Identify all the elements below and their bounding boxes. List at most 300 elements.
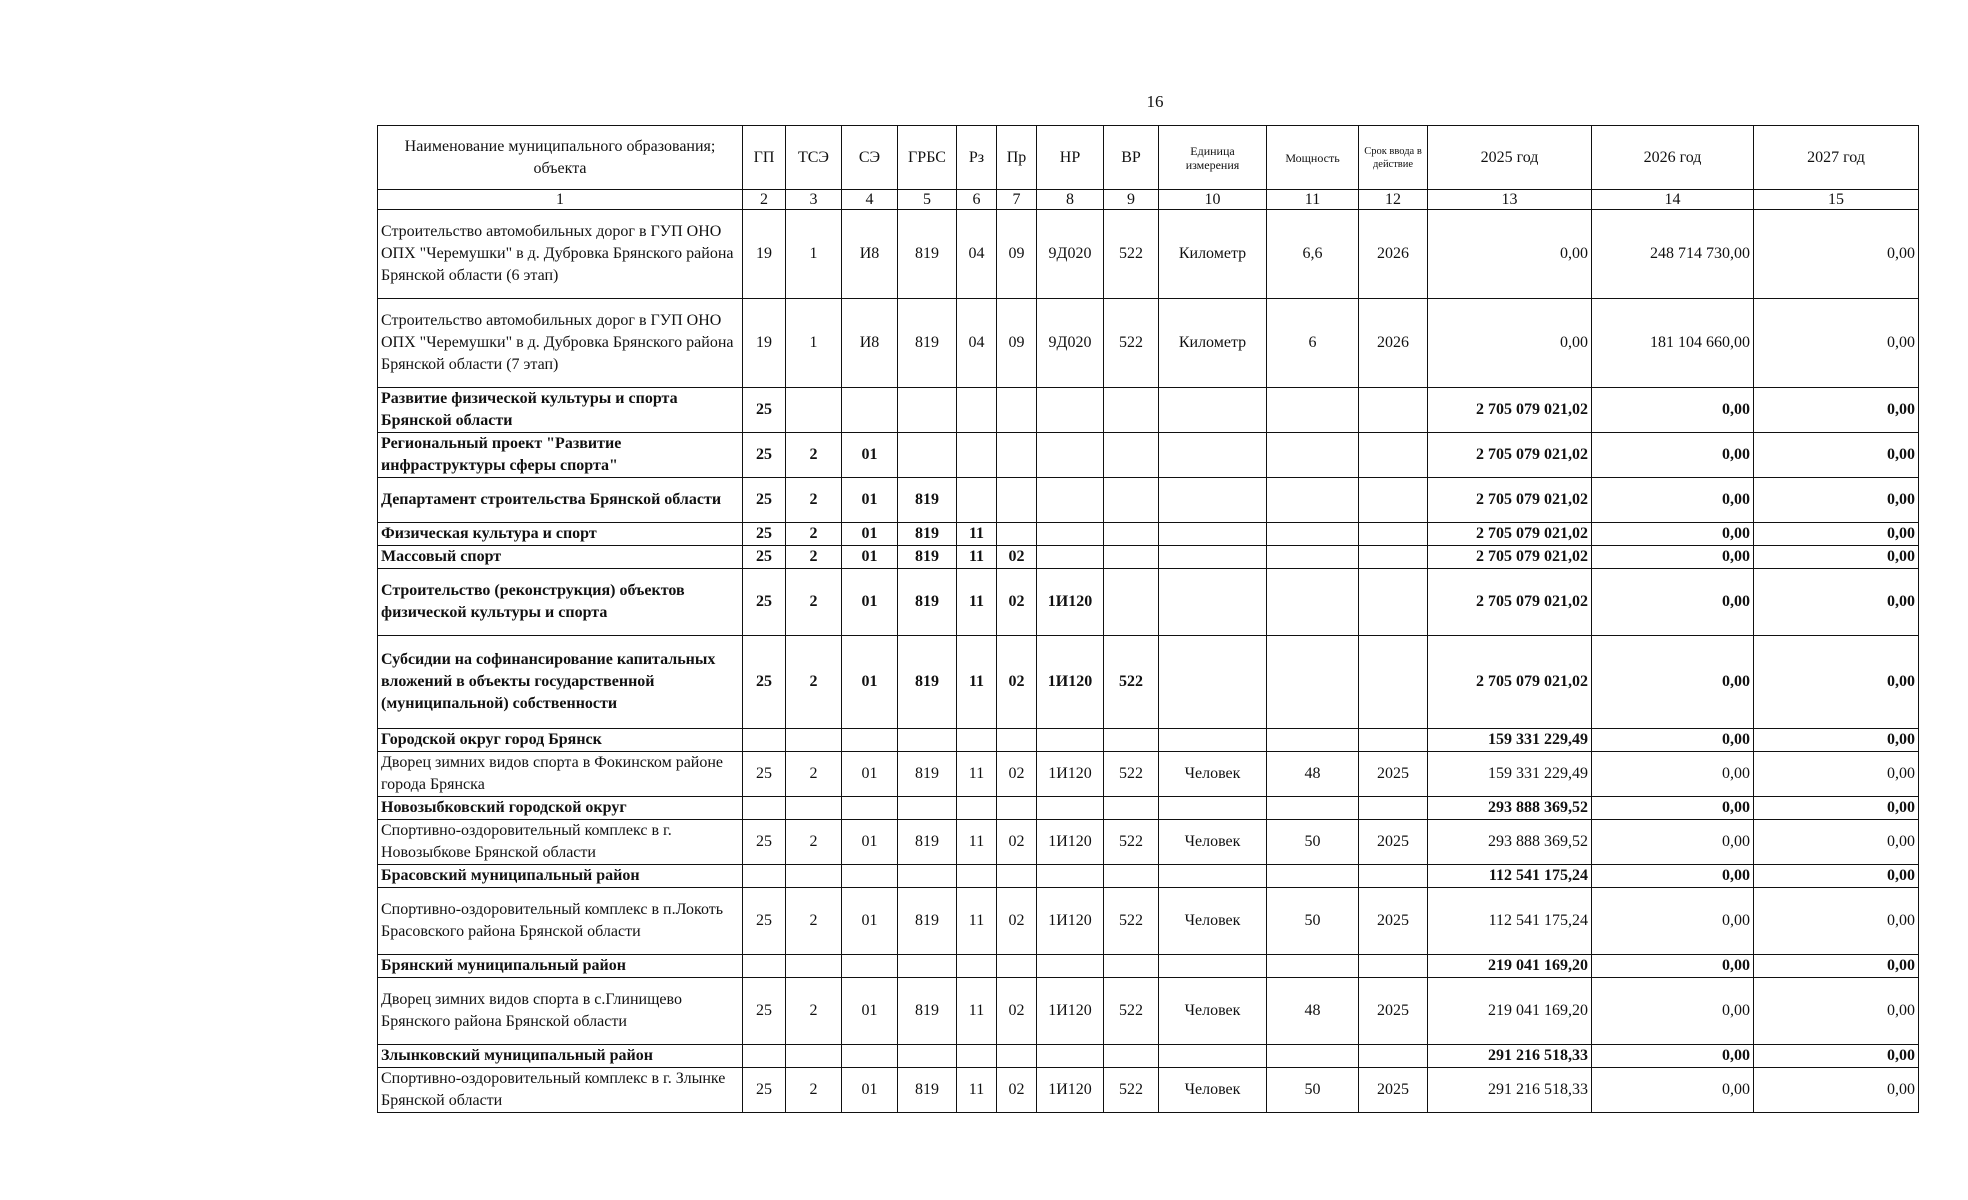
row-nr <box>1037 546 1104 569</box>
row-capacity <box>1267 729 1359 752</box>
table-row <box>378 797 1919 820</box>
row-se: 01 <box>842 1068 898 1113</box>
row-grbs: 819 <box>898 888 957 955</box>
row-nr <box>1037 955 1104 978</box>
row-gp: 25 <box>743 546 786 569</box>
row-unit <box>1159 636 1267 729</box>
row-nr: 9Д020 <box>1037 210 1104 299</box>
row-capacity: 48 <box>1267 752 1359 797</box>
row-2026: 0,00 <box>1592 478 1754 523</box>
row-grbs <box>898 865 957 888</box>
row-grbs <box>898 388 957 433</box>
table-row <box>378 820 1919 865</box>
header-unit: Единица измерения <box>1159 126 1267 190</box>
header-gp: ГП <box>743 126 786 190</box>
row-2026: 0,00 <box>1592 1045 1754 1068</box>
row-grbs: 819 <box>898 636 957 729</box>
row-se <box>842 1045 898 1068</box>
row-vr <box>1104 797 1159 820</box>
row-2025: 159 331 229,49 <box>1428 752 1592 797</box>
column-number: 4 <box>842 190 898 210</box>
row-nr <box>1037 797 1104 820</box>
row-gp: 25 <box>743 978 786 1045</box>
row-name: Новозыбковский городской округ <box>378 797 743 820</box>
row-nr <box>1037 729 1104 752</box>
table-row <box>378 888 1919 955</box>
row-se: 01 <box>842 636 898 729</box>
row-deadline <box>1359 569 1428 636</box>
row-se: 01 <box>842 752 898 797</box>
row-rz <box>957 478 997 523</box>
row-2027: 0,00 <box>1754 569 1919 636</box>
row-unit <box>1159 569 1267 636</box>
row-capacity: 50 <box>1267 888 1359 955</box>
row-unit: Человек <box>1159 752 1267 797</box>
row-gp <box>743 955 786 978</box>
row-grbs: 819 <box>898 523 957 546</box>
row-2025: 159 331 229,49 <box>1428 729 1592 752</box>
row-pr: 09 <box>997 210 1037 299</box>
row-name: Развитие физической культуры и спорта Брянской области <box>378 388 743 433</box>
row-nr: 1И120 <box>1037 636 1104 729</box>
row-nr: 1И120 <box>1037 888 1104 955</box>
row-nr: 1И120 <box>1037 569 1104 636</box>
header-grbs: ГРБС <box>898 126 957 190</box>
row-tse: 2 <box>786 978 842 1045</box>
row-gp: 25 <box>743 388 786 433</box>
row-capacity <box>1267 433 1359 478</box>
row-2026: 0,00 <box>1592 820 1754 865</box>
header-capacity: Мощность <box>1267 126 1359 190</box>
row-2027: 0,00 <box>1754 752 1919 797</box>
column-number: 13 <box>1428 190 1592 210</box>
row-grbs: 819 <box>898 478 957 523</box>
row-deadline <box>1359 478 1428 523</box>
row-2026: 0,00 <box>1592 523 1754 546</box>
row-nr <box>1037 478 1104 523</box>
row-tse: 2 <box>786 820 842 865</box>
row-unit <box>1159 865 1267 888</box>
row-rz: 11 <box>957 888 997 955</box>
row-deadline: 2025 <box>1359 1068 1428 1113</box>
header-2027: 2027 год <box>1754 126 1919 190</box>
row-pr: 02 <box>997 546 1037 569</box>
row-se: 01 <box>842 569 898 636</box>
row-name: Городской округ город Брянск <box>378 729 743 752</box>
row-capacity <box>1267 636 1359 729</box>
table-row <box>378 388 1919 433</box>
row-2026: 248 714 730,00 <box>1592 210 1754 299</box>
row-pr <box>997 797 1037 820</box>
row-name: Брянский муниципальный район <box>378 955 743 978</box>
row-tse <box>786 955 842 978</box>
row-deadline <box>1359 388 1428 433</box>
header-2026: 2026 год <box>1592 126 1754 190</box>
table-row <box>378 433 1919 478</box>
row-2026: 0,00 <box>1592 978 1754 1045</box>
header-pr: Пр <box>997 126 1037 190</box>
header-rz: Рз <box>957 126 997 190</box>
row-tse: 2 <box>786 752 842 797</box>
row-vr: 522 <box>1104 210 1159 299</box>
column-number: 14 <box>1592 190 1754 210</box>
row-vr <box>1104 523 1159 546</box>
row-nr <box>1037 523 1104 546</box>
row-deadline <box>1359 797 1428 820</box>
row-capacity: 6,6 <box>1267 210 1359 299</box>
row-nr: 1И120 <box>1037 1068 1104 1113</box>
header-nr: НР <box>1037 126 1104 190</box>
column-number: 7 <box>997 190 1037 210</box>
row-nr <box>1037 388 1104 433</box>
table-row <box>378 478 1919 523</box>
row-name: Брасовский муниципальный район <box>378 865 743 888</box>
row-unit: Человек <box>1159 978 1267 1045</box>
row-capacity <box>1267 523 1359 546</box>
row-2027: 0,00 <box>1754 636 1919 729</box>
row-vr <box>1104 865 1159 888</box>
table-row <box>378 955 1919 978</box>
row-unit: Человек <box>1159 1068 1267 1113</box>
row-nr: 9Д020 <box>1037 299 1104 388</box>
row-rz: 11 <box>957 752 997 797</box>
row-name: Спортивно-оздоровительный комплекс в г. Злынке Брянской области <box>378 1068 743 1113</box>
row-2026: 0,00 <box>1592 546 1754 569</box>
row-tse: 2 <box>786 523 842 546</box>
row-name: Строительство автомобильных дорог в ГУП ОНО ОПХ "Черемушки" в д. Дубровка Брянского района Брянской области (6 этап) <box>378 210 743 299</box>
row-rz <box>957 955 997 978</box>
row-se: 01 <box>842 433 898 478</box>
row-2025: 219 041 169,20 <box>1428 978 1592 1045</box>
row-gp: 25 <box>743 636 786 729</box>
row-rz: 11 <box>957 636 997 729</box>
row-2027: 0,00 <box>1754 1068 1919 1113</box>
row-name: Строительство автомобильных дорог в ГУП ОНО ОПХ "Черемушки" в д. Дубровка Брянского района Брянской области (7 этап) <box>378 299 743 388</box>
row-vr: 522 <box>1104 299 1159 388</box>
column-number: 1 <box>378 190 743 210</box>
column-number: 9 <box>1104 190 1159 210</box>
row-pr <box>997 1045 1037 1068</box>
row-unit: Человек <box>1159 888 1267 955</box>
row-2026: 0,00 <box>1592 729 1754 752</box>
row-tse: 1 <box>786 299 842 388</box>
row-vr <box>1104 546 1159 569</box>
row-gp <box>743 797 786 820</box>
row-2025: 291 216 518,33 <box>1428 1068 1592 1113</box>
row-gp: 25 <box>743 478 786 523</box>
column-number: 12 <box>1359 190 1428 210</box>
row-capacity <box>1267 1045 1359 1068</box>
row-vr: 522 <box>1104 1068 1159 1113</box>
row-2027: 0,00 <box>1754 955 1919 978</box>
row-2026: 0,00 <box>1592 752 1754 797</box>
row-rz: 11 <box>957 978 997 1045</box>
row-gp: 25 <box>743 888 786 955</box>
row-vr <box>1104 478 1159 523</box>
row-gp: 25 <box>743 433 786 478</box>
header-2025: 2025 год <box>1428 126 1592 190</box>
row-capacity <box>1267 955 1359 978</box>
table-row <box>378 865 1919 888</box>
row-vr <box>1104 569 1159 636</box>
column-number: 15 <box>1754 190 1919 210</box>
row-capacity <box>1267 388 1359 433</box>
row-2025: 219 041 169,20 <box>1428 955 1592 978</box>
row-name: Массовый спорт <box>378 546 743 569</box>
row-rz <box>957 865 997 888</box>
column-number: 10 <box>1159 190 1267 210</box>
row-2025: 112 541 175,24 <box>1428 865 1592 888</box>
row-capacity: 48 <box>1267 978 1359 1045</box>
row-rz <box>957 433 997 478</box>
row-grbs <box>898 1045 957 1068</box>
row-pr: 02 <box>997 820 1037 865</box>
row-2025: 2 705 079 021,02 <box>1428 478 1592 523</box>
row-grbs: 819 <box>898 820 957 865</box>
row-gp: 25 <box>743 523 786 546</box>
row-se: И8 <box>842 299 898 388</box>
table-row <box>378 1068 1919 1113</box>
row-pr: 09 <box>997 299 1037 388</box>
row-pr <box>997 865 1037 888</box>
row-grbs <box>898 433 957 478</box>
row-2027: 0,00 <box>1754 797 1919 820</box>
row-unit: Человек <box>1159 820 1267 865</box>
row-unit <box>1159 523 1267 546</box>
row-2025: 2 705 079 021,02 <box>1428 569 1592 636</box>
row-unit <box>1159 1045 1267 1068</box>
row-vr: 522 <box>1104 752 1159 797</box>
row-rz <box>957 388 997 433</box>
row-deadline <box>1359 955 1428 978</box>
row-gp: 19 <box>743 299 786 388</box>
row-se <box>842 955 898 978</box>
row-2026: 0,00 <box>1592 388 1754 433</box>
row-capacity <box>1267 865 1359 888</box>
row-pr <box>997 955 1037 978</box>
row-tse <box>786 797 842 820</box>
column-number: 11 <box>1267 190 1359 210</box>
row-rz <box>957 797 997 820</box>
budget-table <box>377 125 1919 1113</box>
row-rz: 04 <box>957 210 997 299</box>
row-deadline <box>1359 729 1428 752</box>
row-grbs <box>898 955 957 978</box>
row-vr: 522 <box>1104 636 1159 729</box>
row-gp <box>743 1045 786 1068</box>
header-name: Наименование муниципального образования; объекта <box>378 126 743 190</box>
row-2025: 0,00 <box>1428 210 1592 299</box>
row-unit: Километр <box>1159 299 1267 388</box>
row-2027: 0,00 <box>1754 523 1919 546</box>
row-vr <box>1104 433 1159 478</box>
row-2026: 181 104 660,00 <box>1592 299 1754 388</box>
row-deadline: 2025 <box>1359 978 1428 1045</box>
row-pr <box>997 433 1037 478</box>
row-nr <box>1037 433 1104 478</box>
row-name: Злынковский муниципальный район <box>378 1045 743 1068</box>
row-tse: 2 <box>786 569 842 636</box>
row-name: Департамент строительства Брянской области <box>378 478 743 523</box>
row-vr <box>1104 955 1159 978</box>
row-2026: 0,00 <box>1592 888 1754 955</box>
row-deadline: 2025 <box>1359 820 1428 865</box>
row-nr: 1И120 <box>1037 978 1104 1045</box>
row-name: Региональный проект "Развитие инфраструктуры сферы спорта" <box>378 433 743 478</box>
row-2025: 2 705 079 021,02 <box>1428 388 1592 433</box>
row-2027: 0,00 <box>1754 820 1919 865</box>
row-tse: 2 <box>786 478 842 523</box>
row-se: 01 <box>842 478 898 523</box>
column-number: 8 <box>1037 190 1104 210</box>
row-nr <box>1037 865 1104 888</box>
row-unit <box>1159 388 1267 433</box>
row-capacity: 50 <box>1267 1068 1359 1113</box>
row-rz: 11 <box>957 820 997 865</box>
row-rz: 04 <box>957 299 997 388</box>
row-2025: 2 705 079 021,02 <box>1428 523 1592 546</box>
row-grbs: 819 <box>898 978 957 1045</box>
row-2026: 0,00 <box>1592 636 1754 729</box>
row-se: И8 <box>842 210 898 299</box>
row-2027: 0,00 <box>1754 388 1919 433</box>
row-2026: 0,00 <box>1592 433 1754 478</box>
row-2026: 0,00 <box>1592 569 1754 636</box>
row-vr <box>1104 388 1159 433</box>
row-gp <box>743 865 786 888</box>
row-2025: 2 705 079 021,02 <box>1428 546 1592 569</box>
row-deadline: 2026 <box>1359 210 1428 299</box>
row-2026: 0,00 <box>1592 797 1754 820</box>
row-se <box>842 388 898 433</box>
row-unit <box>1159 433 1267 478</box>
row-2027: 0,00 <box>1754 729 1919 752</box>
row-deadline <box>1359 865 1428 888</box>
column-number-row <box>378 190 1919 210</box>
row-tse: 2 <box>786 433 842 478</box>
row-pr <box>997 388 1037 433</box>
row-unit <box>1159 797 1267 820</box>
row-2027: 0,00 <box>1754 210 1919 299</box>
row-se <box>842 729 898 752</box>
row-pr: 02 <box>997 1068 1037 1113</box>
row-se: 01 <box>842 523 898 546</box>
row-pr: 02 <box>997 888 1037 955</box>
row-grbs: 819 <box>898 546 957 569</box>
row-vr <box>1104 729 1159 752</box>
row-rz <box>957 729 997 752</box>
row-pr: 02 <box>997 569 1037 636</box>
row-vr <box>1104 1045 1159 1068</box>
row-rz: 11 <box>957 546 997 569</box>
row-gp: 25 <box>743 752 786 797</box>
row-2027: 0,00 <box>1754 1045 1919 1068</box>
row-pr <box>997 523 1037 546</box>
row-name: Физическая культура и спорт <box>378 523 743 546</box>
row-tse: 2 <box>786 636 842 729</box>
row-2025: 112 541 175,24 <box>1428 888 1592 955</box>
row-tse <box>786 1045 842 1068</box>
row-capacity <box>1267 569 1359 636</box>
table-row <box>378 210 1919 299</box>
row-2027: 0,00 <box>1754 546 1919 569</box>
row-name: Дворец зимних видов спорта в с.Глинищево Брянского района Брянской области <box>378 978 743 1045</box>
row-nr: 1И120 <box>1037 752 1104 797</box>
table-row <box>378 523 1919 546</box>
row-2025: 2 705 079 021,02 <box>1428 433 1592 478</box>
row-unit <box>1159 955 1267 978</box>
row-2027: 0,00 <box>1754 478 1919 523</box>
row-vr: 522 <box>1104 978 1159 1045</box>
row-name: Дворец зимних видов спорта в Фокинском районе города Брянска <box>378 752 743 797</box>
row-vr: 522 <box>1104 888 1159 955</box>
row-deadline <box>1359 1045 1428 1068</box>
row-capacity: 6 <box>1267 299 1359 388</box>
row-gp <box>743 729 786 752</box>
row-2027: 0,00 <box>1754 299 1919 388</box>
row-capacity <box>1267 797 1359 820</box>
row-2027: 0,00 <box>1754 865 1919 888</box>
row-se <box>842 865 898 888</box>
row-rz <box>957 1045 997 1068</box>
column-number: 2 <box>743 190 786 210</box>
row-se: 01 <box>842 546 898 569</box>
row-2025: 293 888 369,52 <box>1428 797 1592 820</box>
row-name: Субсидии на софинансирование капитальных вложений в объекты государственной (муниципальной) собственности <box>378 636 743 729</box>
row-gp: 25 <box>743 569 786 636</box>
row-tse: 2 <box>786 546 842 569</box>
row-se: 01 <box>842 820 898 865</box>
row-grbs: 819 <box>898 752 957 797</box>
table-row <box>378 636 1919 729</box>
column-number: 3 <box>786 190 842 210</box>
row-pr: 02 <box>997 636 1037 729</box>
row-pr <box>997 729 1037 752</box>
row-name: Строительство (реконструкция) объектов физической культуры и спорта <box>378 569 743 636</box>
table-row <box>378 729 1919 752</box>
row-grbs <box>898 729 957 752</box>
row-pr: 02 <box>997 978 1037 1045</box>
row-grbs <box>898 797 957 820</box>
row-2025: 0,00 <box>1428 299 1592 388</box>
row-2026: 0,00 <box>1592 865 1754 888</box>
row-pr: 02 <box>997 752 1037 797</box>
row-deadline <box>1359 433 1428 478</box>
row-name: Спортивно-оздоровительный комплекс в г. Новозыбкове Брянской области <box>378 820 743 865</box>
row-tse <box>786 729 842 752</box>
row-2025: 293 888 369,52 <box>1428 820 1592 865</box>
row-unit <box>1159 546 1267 569</box>
row-deadline: 2025 <box>1359 752 1428 797</box>
table-row <box>378 1045 1919 1068</box>
row-rz: 11 <box>957 523 997 546</box>
row-tse: 2 <box>786 888 842 955</box>
column-number: 6 <box>957 190 997 210</box>
page-number: 16 <box>1146 92 1164 111</box>
row-nr: 1И120 <box>1037 820 1104 865</box>
row-2027: 0,00 <box>1754 978 1919 1045</box>
row-capacity <box>1267 478 1359 523</box>
table-row <box>378 978 1919 1045</box>
row-nr <box>1037 1045 1104 1068</box>
row-se: 01 <box>842 888 898 955</box>
row-deadline <box>1359 546 1428 569</box>
header-se: СЭ <box>842 126 898 190</box>
row-rz: 11 <box>957 569 997 636</box>
row-deadline: 2026 <box>1359 299 1428 388</box>
row-grbs: 819 <box>898 1068 957 1113</box>
table-row <box>378 546 1919 569</box>
